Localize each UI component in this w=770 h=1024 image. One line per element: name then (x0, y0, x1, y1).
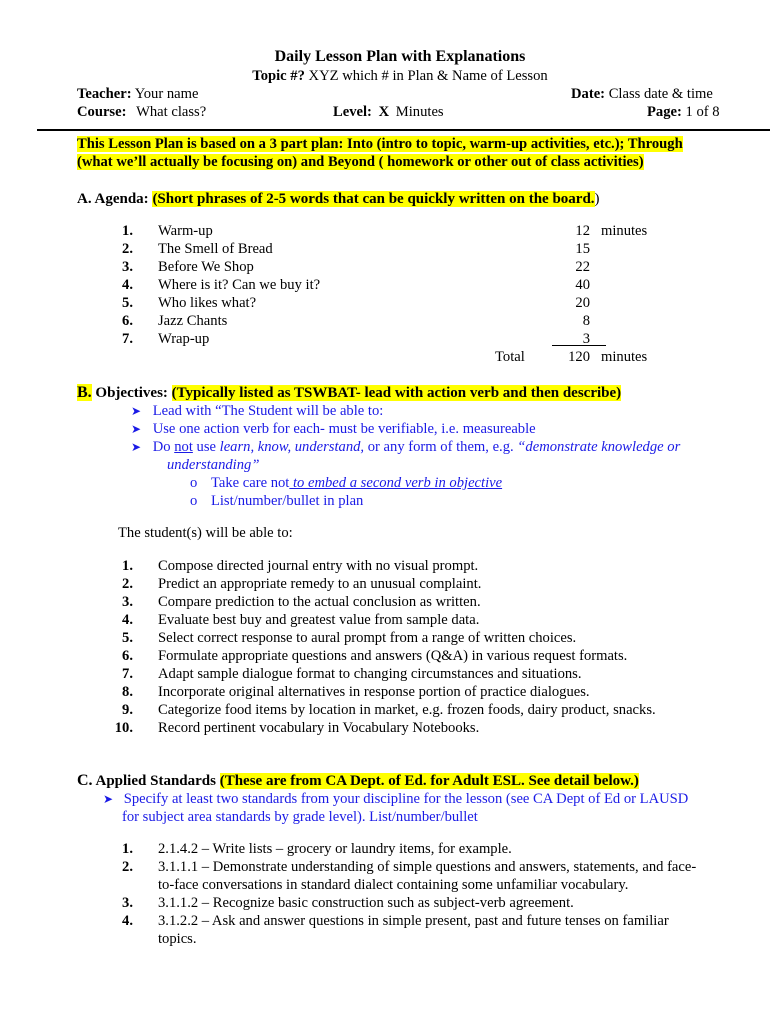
agenda-item: 5. Who likes what? 20 (122, 295, 590, 311)
level-label: Level: (333, 104, 372, 120)
agenda-heading (77, 190, 600, 208)
objectives-sub-item: o List/number/bullet in plan (190, 493, 364, 509)
standard-item-continuation: to-face conversations in standard dialect containing some unfamiliar vocabulary. (158, 877, 629, 893)
total-label: Total (495, 349, 525, 365)
standard-item: 2. 3.1.1.1 – Demonstrate understanding of simple questions and answers, statements, and face- (122, 859, 697, 875)
agenda-item: 1. Warm-up 12 minutes (122, 223, 648, 239)
arrowhead-bullet-icon: ➤ (131, 404, 142, 418)
date-label: Date: (571, 86, 606, 102)
objective-item: 9. Categorize food items by location in market, e.g. frozen foods, dairy product, snacks. (122, 702, 656, 718)
topic-value: XYZ which # in Plan & Name of Lesson (308, 68, 548, 84)
objectives-guidance-item: ➤ Lead with “The Student will be able to: (131, 403, 384, 419)
objectives-heading (77, 384, 621, 402)
objectives-title: Objectives: (95, 385, 168, 401)
standard-item: 1. 2.1.4.2 – Write lists – grocery or laundry items, for example. (122, 841, 512, 857)
hollow-circle-bullet-icon: o (190, 493, 198, 509)
topic-label: Topic #? (252, 68, 305, 84)
objectives-lead-in: The student(s) will be able to: (118, 525, 293, 541)
objectives-note: (Typically listed as TSWBAT- lead with action verb and then describe) (171, 385, 622, 401)
objectives-guidance-item: ➤ Use one action verb for each- must be verifiable, i.e. measureable (131, 421, 536, 437)
date-value: Class date & time (608, 86, 713, 102)
objectives-guidance-continuation: understanding” (167, 457, 260, 473)
objectives-guidance-item: ➤ Do not use learn, know, understand, or any form of them, e.g. “demonstrate knowledge or (131, 439, 681, 455)
total-value: 120 (568, 349, 590, 365)
course-value: What class? (136, 104, 207, 120)
objective-item: 4. Evaluate best buy and greatest value from sample data. (122, 612, 480, 628)
header-rule (37, 129, 770, 131)
standards-letter: C. (77, 772, 93, 789)
agenda-item: 4. Where is it? Can we buy it? 40 (122, 277, 590, 293)
standard-item: 3. 3.1.1.2 – Recognize basic construction such as subject-verb agreement. (122, 895, 574, 911)
objective-item: 6. Formulate appropriate questions and answers (Q&A) in various request formats. (122, 648, 628, 664)
total-unit: minutes (601, 349, 648, 365)
objective-item: 2. Predict an appropriate remedy to an unusual complaint. (122, 576, 482, 592)
page-number-line (647, 103, 720, 121)
objective-item: 7. Adapt sample dialogue format to changing circumstances and situations. (122, 666, 582, 682)
course-line (77, 103, 206, 121)
objectives-letter: B. (77, 384, 92, 401)
level-line (333, 103, 444, 121)
total-rule (552, 345, 606, 346)
objective-item: 10. Record pertinent vocabulary in Vocabulary Notebooks. (114, 720, 480, 736)
objective-item: 8. Incorporate original alternatives in response portion of practice dialogues. (122, 684, 590, 700)
standard-item-continuation: topics. (158, 931, 197, 947)
standards-guidance-item: ➤ Specify at least two standards from your discipline for the lesson (see CA Dept of Ed or LAUSD (103, 791, 689, 807)
objective-item: 5. Select correct response to aural prompt from a range of written choices. (122, 630, 577, 646)
level-unit: Minutes (395, 104, 444, 120)
teacher-line (77, 85, 198, 103)
arrowhead-bullet-icon: ➤ (103, 792, 114, 806)
agenda-close-paren: ) (594, 191, 600, 207)
agenda-item: 6. Jazz Chants 8 (122, 313, 590, 329)
topic-line (0, 67, 770, 85)
teacher-value: Your name (134, 86, 199, 102)
level-value: X (378, 104, 390, 120)
objective-item: 3. Compare prediction to the actual conclusion as written. (122, 594, 481, 610)
standards-title: Applied Standards (95, 773, 216, 789)
course-label: Course: (77, 104, 127, 120)
agenda-item: 2. The Smell of Bread 15 (122, 241, 590, 257)
intro-line-1: This Lesson Plan is based on a 3 part plan: Into (intro to topic, warm-up activities, etc.); Through (77, 136, 683, 152)
page-label: Page: (647, 104, 682, 120)
hollow-circle-bullet-icon: o (190, 475, 198, 491)
agenda-note: (Short phrases of 2-5 words that can be quickly written on the board. (152, 191, 595, 207)
intro-line-2: (what we’ll actually be focusing on) and Beyond ( homework or other out of class activities) (77, 154, 644, 170)
agenda-item: 3. Before We Shop 22 (122, 259, 590, 275)
document-title: Daily Lesson Plan with Explanations (274, 48, 526, 65)
objectives-sub-item: o Take care not to embed a second verb in objective (190, 475, 503, 491)
standards-guidance-continuation: for subject area standards by grade level). List/number/bullet (122, 809, 478, 825)
arrowhead-bullet-icon: ➤ (131, 422, 142, 436)
date-line (571, 85, 713, 103)
agenda-item: 7. Wrap-up 3 (122, 331, 590, 347)
standard-item: 4. 3.1.2.2 – Ask and answer questions in simple present, past and future tenses on familiar (122, 913, 669, 929)
objective-item: 1. Compose directed journal entry with no visual prompt. (122, 558, 479, 574)
agenda-total (0, 348, 770, 366)
page-value: 1 of 8 (685, 104, 720, 120)
agenda-title: A. Agenda: (77, 191, 149, 207)
standards-note: (These are from CA Dept. of Ed. for Adult ESL. See detail below.) (219, 773, 639, 789)
standards-heading (77, 772, 639, 790)
teacher-label: Teacher: (77, 86, 132, 102)
arrowhead-bullet-icon: ➤ (131, 440, 142, 454)
